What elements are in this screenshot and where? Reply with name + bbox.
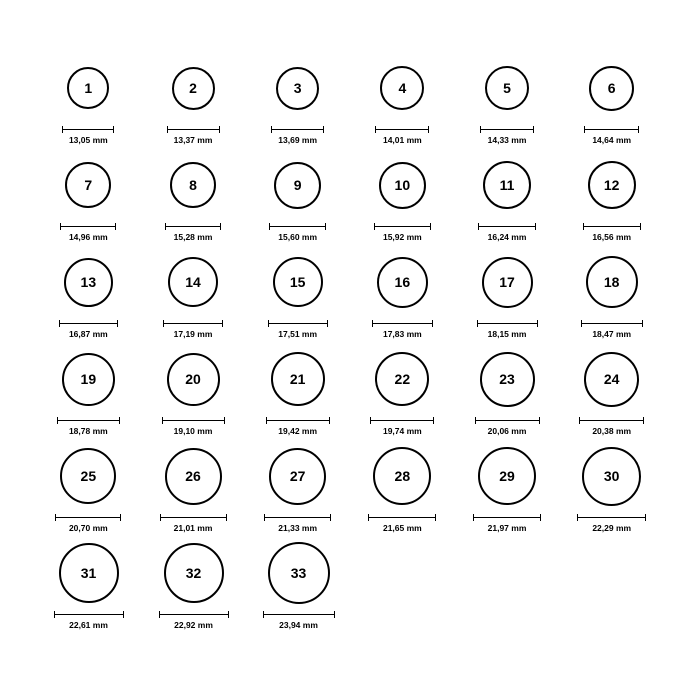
ring-measurement [480,126,534,145]
ring-size-row [36,48,664,145]
ring-circle-wrap [167,343,220,415]
ring-size-item[interactable] [455,52,560,145]
measure-bar-icon [579,417,644,424]
measure-bar-icon [159,611,229,618]
ring-measurement-label: 15,92 mm [382,232,422,242]
ring-size-number: 10 [394,177,411,193]
ring-measurement-label: 17,51 mm [278,329,318,339]
ring-circle [165,448,222,505]
measure-bar-icon [167,126,220,133]
ring-size-number: 1 [84,80,93,96]
ring-measurement-label: 17,19 mm [173,329,213,339]
ring-size-number: 2 [189,80,197,96]
measure-bar-icon [374,223,431,230]
ring-circle-wrap [589,52,634,124]
ring-measurement-label: 22,29 mm [592,523,632,533]
ring-measurement-label: 18,47 mm [592,329,632,339]
ring-size-number: 19 [80,371,97,387]
ring-size-number: 13 [80,274,97,290]
ring-circle [584,352,639,407]
measure-bar-icon [160,514,227,521]
ring-size-number: 31 [80,565,97,581]
ring-circle-wrap [483,149,531,221]
ring-circle [276,67,319,110]
ring-size-item[interactable] [245,440,350,533]
ring-circle-wrap [59,537,119,609]
measure-bar-icon [477,320,538,327]
measure-bar-icon [269,223,326,230]
ring-circle [589,66,634,111]
ring-circle-wrap [164,537,224,609]
ring-measurement [54,611,124,630]
ring-circle [375,352,429,406]
measure-bar-icon [480,126,534,133]
ring-circle-wrap [377,246,428,318]
ring-circle-wrap [170,149,216,221]
ring-circle-wrap [485,52,529,124]
ring-circle-wrap [65,149,111,221]
ring-size-number: 24 [603,371,620,387]
ring-circle-wrap [584,343,639,415]
ring-measurement [59,320,118,339]
ring-measurement-label: 21,33 mm [278,523,318,533]
ring-measurement-label: 21,65 mm [382,523,422,533]
ring-circle [274,162,321,209]
ring-size-number: 9 [293,177,302,193]
ring-measurement [57,417,120,436]
ring-circle [60,448,116,504]
ring-circle [167,353,220,406]
ring-size-number: 17 [499,274,515,290]
ring-size-number: 33 [290,565,307,581]
ring-size-number: 6 [607,80,616,96]
ring-measurement [159,611,229,630]
ring-size-item[interactable] [141,343,246,436]
ring-measurement [370,417,434,436]
ring-circle [480,352,535,407]
ring-size-number: 23 [499,371,515,387]
ring-circle-wrap [273,246,323,318]
ring-measurement-label: 21,97 mm [487,523,527,533]
ring-measurement-label: 19,10 mm [173,426,213,436]
ring-size-item[interactable] [559,440,664,533]
ring-circle-wrap [375,343,429,415]
ring-measurement [473,514,541,533]
ring-circle [271,352,325,406]
ring-measurement [375,126,429,145]
ring-circle-wrap [582,440,641,512]
measure-bar-icon [62,126,114,133]
ring-size-grid [36,48,664,630]
measure-bar-icon [581,320,643,327]
ring-circle [485,66,529,110]
ring-size-item[interactable] [141,149,246,242]
measure-bar-icon [55,514,121,521]
ring-measurement-label: 13,37 mm [173,135,213,145]
ring-size-item[interactable] [559,246,664,339]
ring-measurement [372,320,433,339]
ring-size-number: 28 [394,468,411,484]
measure-bar-icon [478,223,536,230]
ring-size-item[interactable] [350,440,455,533]
ring-circle [268,542,330,604]
ring-measurement [478,223,536,242]
measure-bar-icon [263,611,335,618]
ring-measurement-label: 16,56 mm [592,232,632,242]
measure-bar-icon [162,417,225,424]
measure-bar-icon [163,320,223,327]
ring-measurement [264,514,331,533]
ring-measurement [374,223,431,242]
ring-size-item[interactable] [455,149,560,242]
ring-size-item[interactable] [36,149,141,242]
ring-size-item[interactable] [455,440,560,533]
measure-bar-icon [583,223,641,230]
ring-measurement-label: 14,01 mm [382,135,422,145]
ring-size-number: 29 [499,468,515,484]
ring-circle-wrap [373,440,431,512]
ring-size-number: 15 [289,274,306,290]
ring-size-item[interactable] [141,246,246,339]
ring-size-number: 8 [189,177,197,193]
ring-measurement-label: 14,64 mm [592,135,632,145]
measure-bar-icon [370,417,434,424]
ring-circle-wrap [168,246,218,318]
ring-size-item[interactable] [141,537,246,630]
measure-bar-icon [271,126,324,133]
ring-size-number: 30 [603,468,620,484]
ring-circle [67,67,109,109]
ring-size-row [36,339,664,436]
ring-size-number: 3 [293,80,302,96]
ring-circle [483,161,531,209]
ring-measurement [55,514,121,533]
ring-size-item[interactable] [350,343,455,436]
ring-circle-wrap [62,343,115,415]
measure-bar-icon [60,223,116,230]
ring-circle [478,447,536,505]
ring-size-number: 20 [185,371,201,387]
ring-size-item[interactable] [455,343,560,436]
ring-circle [379,162,426,209]
ring-measurement-label: 21,01 mm [173,523,213,533]
ring-measurement-label: 20,38 mm [592,426,632,436]
ring-size-number: 11 [499,177,515,193]
ring-measurement [60,223,116,242]
ring-size-item[interactable] [245,52,350,145]
ring-circle-wrap [269,440,326,512]
ring-size-item[interactable] [246,537,351,630]
ring-size-number: 21 [289,371,306,387]
measure-bar-icon [372,320,433,327]
ring-measurement [581,320,643,339]
ring-measurement-label: 14,33 mm [487,135,527,145]
ring-size-number: 26 [185,468,201,484]
measure-bar-icon [54,611,124,618]
ring-size-number: 5 [503,80,511,96]
measure-bar-icon [577,514,646,521]
ring-circle-wrap [172,52,215,124]
ring-size-number: 14 [185,274,201,290]
measure-bar-icon [59,320,118,327]
ring-measurement [583,223,641,242]
ring-circle [586,256,638,308]
ring-circle [588,161,636,209]
ring-size-number: 12 [603,177,620,193]
measure-bar-icon [584,126,639,133]
ring-size-number: 27 [289,468,306,484]
ring-size-item[interactable] [36,440,141,533]
ring-size-item[interactable] [350,52,455,145]
ring-measurement [271,126,324,145]
ring-circle-wrap [60,440,116,512]
ring-circle-wrap [276,52,319,124]
ring-measurement [167,126,220,145]
ring-circle [582,447,641,506]
ring-circle-wrap [478,440,536,512]
ring-circle-wrap [271,343,325,415]
ring-size-number: 22 [394,371,411,387]
ring-measurement-label: 16,24 mm [487,232,527,242]
ring-circle-wrap [165,440,222,512]
ring-measurement-label: 22,92 mm [174,620,213,630]
ring-measurement-label: 19,74 mm [382,426,422,436]
ring-measurement [62,126,114,145]
ring-circle-wrap [480,343,535,415]
measure-bar-icon [57,417,120,424]
ring-size-number: 25 [80,468,97,484]
ring-size-item[interactable] [141,440,246,533]
ring-measurement-label: 17,83 mm [382,329,422,339]
ring-circle [65,162,111,208]
ring-measurement [268,320,328,339]
ring-size-item[interactable] [245,246,350,339]
ring-measurement [163,320,223,339]
ring-size-item[interactable] [36,343,141,436]
ring-measurement-label: 16,87 mm [68,329,108,339]
ring-measurement [165,223,221,242]
ring-measurement [368,514,436,533]
ring-circle [168,257,218,307]
ring-circle [164,543,224,603]
ring-measurement [584,126,639,145]
ring-circle-wrap [274,149,321,221]
ring-circle-wrap [268,537,330,609]
measure-bar-icon [368,514,436,521]
ring-size-number: 32 [185,565,202,581]
ring-circle-wrap [482,246,533,318]
ring-circle [377,257,428,308]
ring-measurement-label: 15,60 mm [278,232,318,242]
ring-size-row [36,145,664,242]
ring-size-item[interactable] [245,149,350,242]
ring-size-item[interactable] [36,52,141,145]
ring-circle-wrap [586,246,638,318]
ring-circle-wrap [588,149,636,221]
ring-measurement-label: 18,15 mm [487,329,527,339]
ring-size-item[interactable] [245,343,350,436]
ring-size-item[interactable] [141,52,246,145]
ring-size-item[interactable] [350,246,455,339]
ring-circle [172,67,215,110]
ring-measurement-label: 20,70 mm [68,523,108,533]
ring-measurement-label: 13,69 mm [278,135,318,145]
ring-circle [269,448,326,505]
ring-size-item[interactable] [36,537,141,630]
ring-size-number: 7 [84,177,93,193]
ring-circle [59,543,119,603]
ring-measurement [577,514,646,533]
ring-size-item[interactable] [559,343,664,436]
ring-size-item[interactable] [36,246,141,339]
ring-circle [62,353,115,406]
ring-measurement-label: 15,28 mm [173,232,213,242]
ring-size-number: 18 [603,274,620,290]
ring-measurement-label: 22,61 mm [69,620,108,630]
ring-circle [373,447,431,505]
ring-measurement [477,320,538,339]
measure-bar-icon [268,320,328,327]
ring-circle-wrap [380,52,424,124]
ring-size-item[interactable] [559,52,664,145]
ring-measurement [579,417,644,436]
ring-size-row [36,242,664,339]
ring-circle [64,258,113,307]
ring-size-row [36,436,664,533]
ring-measurement [475,417,540,436]
ring-size-number: 16 [394,274,411,290]
ring-circle [482,257,533,308]
ring-size-number: 4 [398,80,407,96]
ring-circle-wrap [379,149,426,221]
ring-measurement-label: 14,96 mm [68,232,108,242]
ring-measurement-label: 23,94 mm [279,620,318,630]
ring-circle [170,162,216,208]
ring-size-item[interactable] [455,246,560,339]
ring-measurement [160,514,227,533]
measure-bar-icon [165,223,221,230]
ring-measurement-label: 18,78 mm [68,426,108,436]
ring-circle [273,257,323,307]
ring-circle-wrap [64,246,113,318]
measure-bar-icon [375,126,429,133]
measure-bar-icon [475,417,540,424]
measure-bar-icon [266,417,330,424]
ring-measurement [269,223,326,242]
ring-measurement [162,417,225,436]
ring-measurement-label: 20,06 mm [487,426,527,436]
ring-circle [380,66,424,110]
ring-circle-wrap [67,52,109,124]
ring-size-item[interactable] [559,149,664,242]
ring-size-row [36,533,664,630]
ring-measurement [266,417,330,436]
measure-bar-icon [473,514,541,521]
measure-bar-icon [264,514,331,521]
ring-measurement [263,611,335,630]
ring-size-item[interactable] [350,149,455,242]
ring-measurement-label: 13,05 mm [68,135,108,145]
ring-measurement-label: 19,42 mm [278,426,318,436]
